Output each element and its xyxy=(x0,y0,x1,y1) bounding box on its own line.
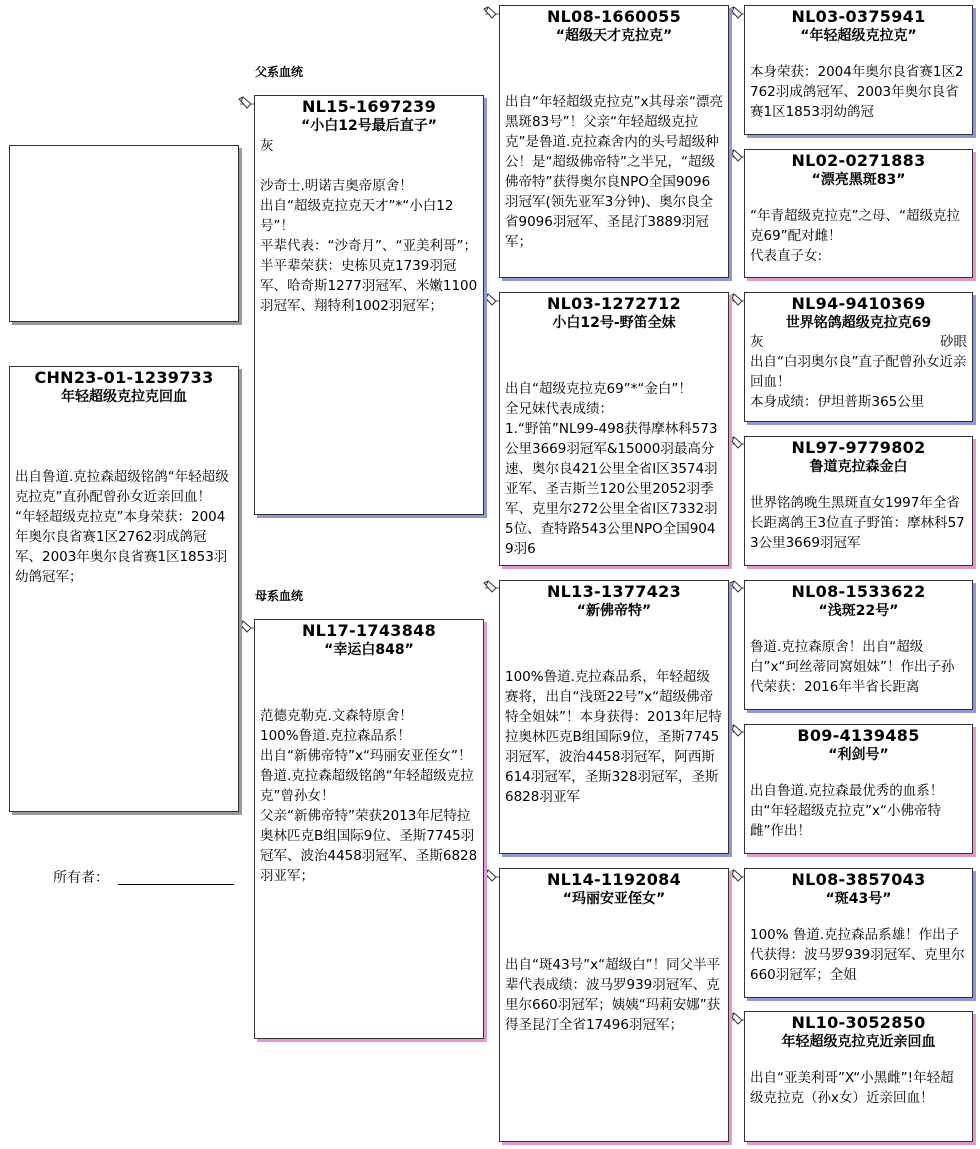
pigeon-description: 出自“超级克拉克69”*“金白”！ 全兄妹代表成绩： 1.“野笛”NL99-498获得摩林科573公里3669羽冠军&15000羽最高分速、奥尔良421公里全省I区3574羽亚军、圣吉斯兰120公里2052羽季军、克里尔272公里全省I区7332羽5位、查特路543公里NPO全国9049羽6 xyxy=(505,381,718,557)
ring-number: NL03-0375941 xyxy=(791,7,926,26)
sire-card[interactable] xyxy=(254,95,484,515)
pigeon-name: “年轻超级克拉克” xyxy=(800,28,917,44)
pigeon-description: 范德克勒克.文森特原舍！ 100%鲁道.克拉森品系！ 出自“新佛帝特”x“玛丽安亚侄女”！ 鲁道.克拉森超级铭鸽“年轻超级克拉克”曾孙女！ 父亲“新佛帝特”荣获2013年尼特拉奥林匹克B组国际9位、圣斯7745羽冠军、波治4458羽冠军、圣斯6828羽亚军； xyxy=(260,708,478,884)
ring-number: B09-4139485 xyxy=(797,726,920,745)
dsd-card[interactable] xyxy=(744,724,973,854)
pigeon-name: “斑43号” xyxy=(825,891,892,907)
pigeon-description: 出自“亚美利哥”X“小黑雌”!年轻超级克拉克（孙x女）近亲回血！ xyxy=(750,1070,954,1106)
pigeon-description: 鲁道.克拉森原舍！出自“超级白”x“珂丝蒂同窝姐妹”！作出子孙代荣获：2016年半省长距离 xyxy=(750,639,955,695)
sss-card[interactable] xyxy=(744,5,973,135)
pigeon-name: “超级天才克拉克” xyxy=(555,28,673,44)
sire-line-label: 父系血统 xyxy=(255,65,304,79)
ssd-card[interactable] xyxy=(744,149,973,278)
pigeon-name: 小白12号-野笛全妹 xyxy=(552,315,676,331)
dam-dam-card[interactable] xyxy=(499,868,729,1142)
sire-sire-card[interactable] xyxy=(499,5,729,278)
pigeon-description: “年青超级克拉克”之母、“超级克拉克69”配对雌！ 代表直子女: xyxy=(750,208,960,264)
ring-number: NL02-0271883 xyxy=(791,151,926,170)
sire-dam-card[interactable] xyxy=(499,292,729,566)
pin-icon xyxy=(238,620,252,633)
pigeon-color: 灰 xyxy=(750,334,764,350)
pin-icon xyxy=(729,436,743,449)
ring-number: NL08-1533622 xyxy=(791,582,926,601)
pigeon-name: “漂亮黑斑83” xyxy=(811,172,906,188)
pin-icon xyxy=(729,1012,743,1025)
pigeon-description: 出自“白羽奥尔良”直子配曾孙女近亲回血！ 本身成绩：伊坦普斯365公里 xyxy=(750,354,967,410)
pigeon-name: “浅斑22号” xyxy=(818,603,899,619)
dss-card[interactable] xyxy=(744,580,973,710)
ring-number: NL13-1377423 xyxy=(546,582,682,601)
pin-icon xyxy=(729,580,743,593)
pin-icon xyxy=(238,96,252,109)
ring-number: NL03-1272712 xyxy=(546,294,682,313)
ring-number: NL10-3052850 xyxy=(791,1013,926,1032)
pigeon-name: 年轻超级克拉克回血 xyxy=(61,389,187,405)
photo-box xyxy=(9,145,239,322)
pigeon-name: “玛丽安亚侄女” xyxy=(562,891,666,907)
pigeon-description: 出自“年轻超级克拉克”x其母亲“漂亮黑斑83号”！父亲“年轻超级克拉克”是鲁道.克拉森舍内的头号超级种公！是“超级佛帝特”之半兄，“超级佛帝特”获得奥尔良NPO全国9096羽冠军(领先亚军3分钟)、奥尔良全省9096羽冠军、圣昆汀3889羽冠军； xyxy=(505,94,723,250)
pin-icon xyxy=(483,293,497,306)
pigeon-description: 出自“斑43号”x“超级白”！同父半平辈代表成绩：波马罗939羽冠军、克里尔660羽冠军；姨姨“玛莉安娜”获得圣昆汀全省17496羽冠军； xyxy=(505,957,721,1033)
pigeon-description: 出自鲁道.克拉森最优秀的血系！由“年轻超级克拉克”x“小佛帝特雌”作出！ xyxy=(750,783,944,839)
pin-icon xyxy=(729,293,743,306)
sdd-card[interactable] xyxy=(744,436,973,566)
dam-sire-card[interactable] xyxy=(499,580,729,854)
pigeon-eye: 砂眼 xyxy=(940,334,967,350)
dds-card[interactable] xyxy=(744,868,973,998)
pin-icon xyxy=(729,869,743,882)
pigeon-description: 本身荣获：2004年奥尔良省赛1区2762羽成鸽冠军、2003年奥尔良省赛1区1853羽幼鸽冠 xyxy=(750,64,964,120)
ring-number: NL14-1192084 xyxy=(546,870,682,889)
ring-number: NL94-9410369 xyxy=(791,294,926,313)
pin-icon xyxy=(483,580,497,593)
pigeon-description: 沙奇士.明诺吉奥帝原舍！ 出自“超级克拉克天才”*“小白12号”！ 平辈代表：“沙奇月”、“亚美利哥”； 半平辈荣获：史栋贝克1739羽冠军、哈奇斯1277羽冠军、米嫩1100羽冠军、翔特利1002羽冠军； xyxy=(260,178,478,314)
sds-card[interactable] xyxy=(744,292,973,422)
pigeon-description: 100% 鲁道.克拉森品系雄！作出子代获得：波马罗939羽冠军、克里尔660羽冠军；全姐 xyxy=(750,927,965,983)
dam-line-label: 母系血统 xyxy=(255,589,304,603)
pin-icon xyxy=(729,149,743,162)
pigeon-name: “新佛帝特” xyxy=(576,603,652,619)
owner-field[interactable] xyxy=(118,884,234,885)
pigeon-color: 灰 xyxy=(260,138,274,154)
pigeon-description: 世界铭鸽晚生黑斑直女1997年全省长距离鸽王3位直子野笛：摩林科573公里3669羽冠军 xyxy=(750,495,965,551)
pigeon-description: 出自鲁道.克拉森超级铭鸽“年轻超级克拉克”直孙配曾孙女近亲回血！ “年轻超级克拉克”本身荣获：2004年奥尔良省赛1区2762羽成鸽冠军、2003年奥尔良省赛1区1853羽幼鸽冠军； xyxy=(15,469,229,585)
pin-icon xyxy=(729,724,743,737)
pin-icon xyxy=(483,869,497,882)
ring-number: NL08-1660055 xyxy=(546,7,682,26)
pigeon-name: 世界铭鸽超级克拉克69 xyxy=(785,315,932,331)
pigeon-name: 鲁道克拉森金白 xyxy=(809,459,908,475)
ring-number: NL17-1743848 xyxy=(301,621,437,640)
pin-icon xyxy=(483,6,497,19)
pin-icon xyxy=(729,6,743,19)
ring-number: CHN23-01-1239733 xyxy=(34,368,214,387)
ring-number: NL15-1697239 xyxy=(301,97,437,116)
ring-number: NL08-3857043 xyxy=(791,870,926,889)
pigeon-name: “幸运白848” xyxy=(324,642,414,658)
pigeon-name: “小白12号最后直子” xyxy=(301,118,437,134)
pigeon-name: “利剑号” xyxy=(828,747,889,763)
subject-card[interactable] xyxy=(9,366,239,812)
ring-number: NL97-9779802 xyxy=(791,438,926,457)
pigeon-name: 年轻超级克拉克近亲回血 xyxy=(781,1034,936,1050)
ddd-card[interactable] xyxy=(744,1011,973,1142)
pigeon-description: 100%鲁道.克拉森品系，年轻超级赛将，出自“浅斑22号”x“超级佛帝特全姐妹”！本身获得：2013年尼特拉奥林匹克B组国际9位，圣斯7745羽冠军，波治4458羽冠军，阿西斯614羽冠军，圣斯328羽冠军，圣斯6828羽亚军 xyxy=(505,669,722,805)
dam-card[interactable] xyxy=(254,619,484,1039)
owner-label: 所有者： xyxy=(53,870,109,886)
